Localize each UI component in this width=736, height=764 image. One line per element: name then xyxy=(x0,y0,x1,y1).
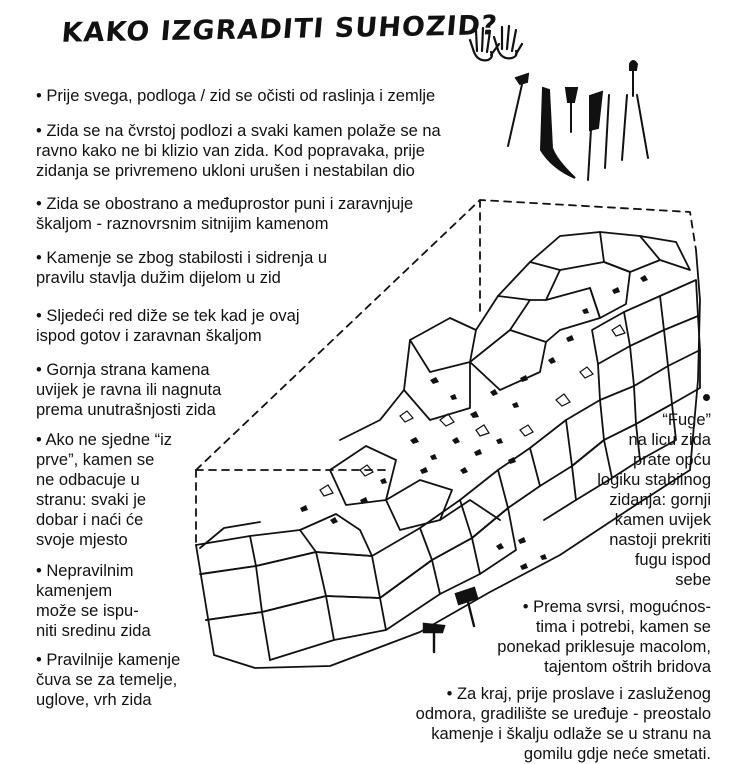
bullet-joints: “Fuge” na licu zida prate opću logiku stabilnog zidanja: gornji kamen uvijek nastoji prekriti fugu ispod sebe xyxy=(597,411,711,589)
bullet-every-stone: • Ako ne sjedne “iz prve”, kamen se ne odbacuje u stranu: svaki je dobar i naći će svoje mjesto xyxy=(36,431,173,549)
bullet-top-side: • Gornja strana kamena uvijek je ravna ili nagnuta prema unutrašnjosti zida xyxy=(36,361,222,419)
bullet-dot xyxy=(703,394,710,401)
bullet-clean-ground: • Prije svega, podloga / zid se očisti od raslinja i zemlje xyxy=(36,87,436,105)
bullet-solid-base: • Zida se na čvrstoj podlozi a svaki kamen polaže se na ravno kako ne bi klizio van zida. Kod popravaka, prije zidanja se privremeno ukloni urušen i nestabilan dio xyxy=(36,122,441,180)
bullet-regular-stones: • Pravilnije kamenje čuva se za temelje, uglove, vrh zida xyxy=(36,651,181,709)
bullet-long-side: • Kamenje se zbog stabilosti i sidrenja u pravilu stavlja dužim dijelom u zid xyxy=(36,249,328,287)
bullet-cleanup: • Za kraj, prije proslave i zasluženog odmora, gradilište se uređuje - preostalo kamenje i škalju odlaže se u stranu na gomilu gdje neće smetati. xyxy=(415,685,711,763)
bullet-fill-gap: • Zida se obostrano a međuprostor puni i zaravnjuje škaljom - raznovrsnim sitnijim kamenom xyxy=(36,195,414,233)
bullet-shaping: • Prema svrsi, mogućnos- tima i potrebi, kamen se ponekad priklesuje macolom, tajentom oštrih bridova xyxy=(497,598,711,676)
bullet-next-row: • Sljedeći red diže se tek kad je ovaj ispod gotov i zaravnan škaljom xyxy=(36,307,300,345)
page-title: KAKO IZGRADITI SUHOZID? xyxy=(60,10,500,49)
bullet-irregular-stones: • Nepravilnim kamenjem može se ispu- niti sredinu zida xyxy=(36,562,151,640)
